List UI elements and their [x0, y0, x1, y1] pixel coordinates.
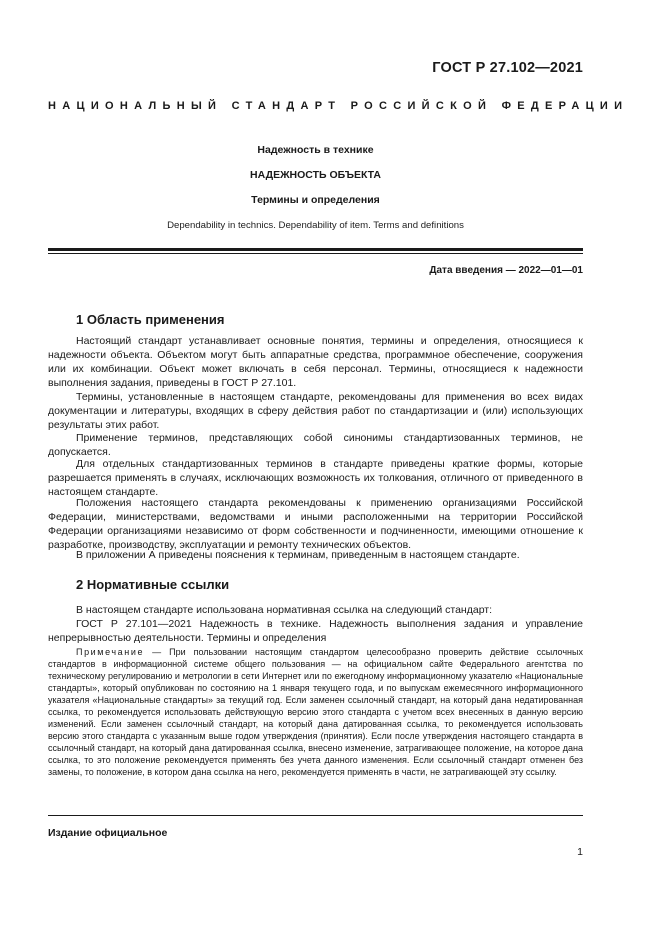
- official-edition-label: Издание официальное: [48, 827, 168, 839]
- section-1-heading: 1 Область применения: [76, 312, 225, 327]
- note-block: [48, 646, 583, 778]
- section-1-paragraph: В приложении А приведены пояснения к терминам, приведенным в настоящем стандарте.: [76, 549, 520, 561]
- document-code: ГОСТ Р 27.102—2021: [432, 60, 583, 76]
- normative-reference-entry: ГОСТ Р 27.101—2021 Надежность в технике. Надежность выполнения задания и управление непрерывностью деятельности. Термины и определения: [48, 618, 583, 644]
- english-title: Dependability in technics. Dependability of item. Terms and definitions: [167, 220, 464, 231]
- introduction-date: Дата введения — 2022—01—01: [429, 265, 583, 276]
- footer-divider: [48, 815, 583, 816]
- section-2-heading: 2 Нормативные ссылки: [76, 577, 230, 592]
- page-number: 1: [577, 846, 583, 858]
- standard-subject: Надежность в технике: [257, 144, 374, 156]
- section-2-paragraph: В настоящем стандарте использована нормативная ссылка на следующий стандарт:: [76, 604, 493, 616]
- section-1-paragraph: Положения настоящего стандарта рекомендованы к применению организациями Российской Федерации, министерствами, ведомствами и иными расположенными на территории Российской Федерации организациями независимо от форм собственности и подчиненности, имеющими отношение к разработке, производству, эксплуатации и ремонту технических объектов.: [48, 497, 583, 551]
- note-label: Примечание: [76, 647, 145, 657]
- section-1-paragraph: Применение терминов, представляющих собой синонимы стандартизованных терминов, не допускается.: [48, 432, 583, 458]
- national-standard-heading: НАЦИОНАЛЬНЫЙ СТАНДАРТ РОССИЙСКОЙ ФЕДЕРАЦИИ: [48, 100, 629, 112]
- title-divider-thin: [48, 253, 583, 254]
- section-1-paragraph: Настоящий стандарт устанавливает основные понятия, термины и определения, относящиеся к надежности объекта. Объектом могут быть аппаратные средства, программное обеспечение, сооружения или их комбинации. Объект может включать в себя персонал. Термины, относящиеся к надежности выполнения задания, приведены в ГОСТ Р 27.101.: [48, 335, 583, 389]
- section-1-paragraph: Термины, установленные в настоящем стандарте, рекомендованы для применения во всех видах документации и литературы, входящих в сферу действия работ по стандартизации и (или) использующих результаты этих работ.: [48, 391, 583, 431]
- section-1-paragraph: Для отдельных стандартизованных терминов в стандарте приведены краткие формы, которые разрешается применять в случаях, исключающих возможность их толкования, отличного от приведенного в настоящем стандарте.: [48, 458, 583, 498]
- title-divider-thick: [48, 248, 583, 251]
- note-text: — При пользовании настоящим стандартом целесообразно проверить действие ссылочных стандартов в информационной системе общего пользования — на официальном сайте Федерального агентства по техническому регулированию и метрологии в сети Интернет или по ежегодному информационному указателю «Национальные стандарты», который опубликован по состоянию на 1 января текущего года, и по выпускам ежемесячного информационного указателя «Национальные стандарты» за текущий год. Если заменен ссылочный стандарт, на который дана недатированная ссылка, то рекомендуется использовать действующую версию этого стандарта с учетом всех внесенных в данную версию изменений. Если заменен ссылочный стандарт, на который дана датированная ссылка, то рекомендуется использовать версию этого стандарта с указанным выше годом утверждения (принятия). Если после утверждения настоящего стандарта в ссылочный стандарт, на который дана датированная ссылка, внесено изменение, затрагивающее положение, на которое дана ссылка, то это положение рекомендуется применять без учета данного изменения. Если ссылочный стандарт отменен без замены, то положение, в котором дана ссылка на него, рекомендуется применять в части, не затрагивающей эту ссылку.: [48, 647, 583, 777]
- standard-title: НАДЕЖНОСТЬ ОБЪЕКТА: [250, 169, 381, 181]
- standard-subtitle: Термины и определения: [251, 194, 380, 206]
